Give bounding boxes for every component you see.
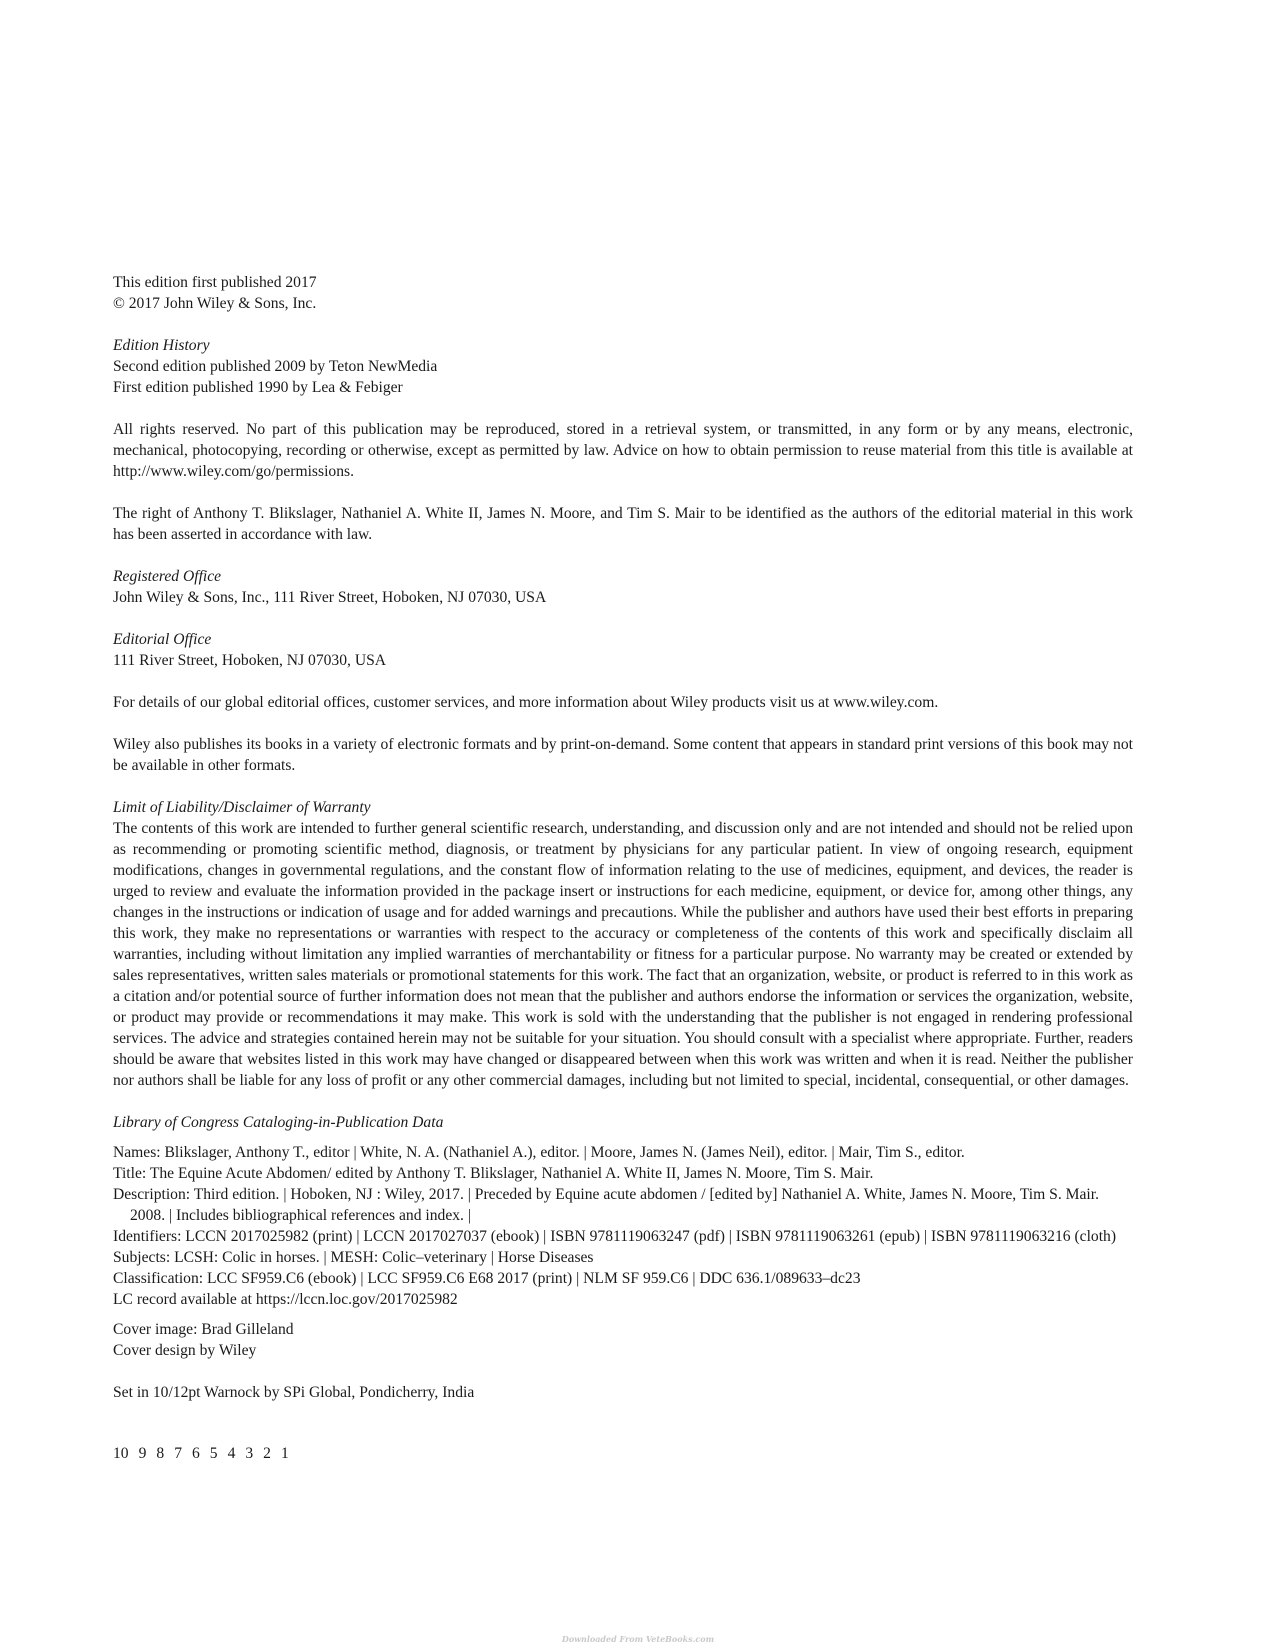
cip-entries bbox=[113, 1142, 1133, 1310]
copyright-line: © 2017 John Wiley & Sons, Inc. bbox=[113, 295, 317, 312]
cip-subjects: Subjects: LCSH: Colic in horses. | MESH: Colic–veterinary | Horse Diseases bbox=[113, 1249, 594, 1266]
cip-description: Description: Third edition. | Hoboken, NJ : Wiley, 2017. | Preceded by Equine acute abdomen / [edited by] Nathaniel A. White, James N. Moore, Tim S. Mair. 2008. | Includes bibliographical references and index. | bbox=[113, 1186, 1099, 1224]
first-published-line: This edition first published 2017 bbox=[113, 274, 317, 291]
cip-identifiers: Identifiers: LCCN 2017025982 (print) | LCCN 2017027037 (ebook) | ISBN 9781119063247 (pdf) | ISBN 9781119063261 (epub) | ISBN 9781119063216 (cloth) bbox=[113, 1228, 1117, 1245]
cover-credits-block bbox=[113, 1319, 1133, 1361]
editorial-office-block bbox=[113, 629, 1133, 671]
first-edition-line: First edition published 1990 by Lea & Febiger bbox=[113, 379, 403, 396]
global-offices-block bbox=[113, 692, 1133, 713]
registered-office-heading: Registered Office bbox=[113, 568, 222, 585]
edition-history-block bbox=[113, 335, 1133, 398]
printing-number: 2 bbox=[263, 1445, 271, 1462]
registered-office-block bbox=[113, 566, 1133, 608]
copyright-block bbox=[113, 272, 1133, 314]
printing-number: 3 bbox=[245, 1445, 254, 1462]
printing-number: 8 bbox=[156, 1445, 165, 1462]
cip-names: Names: Blikslager, Anthony T., editor | White, N. A. (Nathaniel A.), editor. | Moore, James N. (James Neil), editor. | Mair, Tim S., editor. bbox=[113, 1144, 965, 1161]
cip-block bbox=[113, 1112, 1133, 1310]
download-watermark: Downloaded From VeteBooks.com bbox=[561, 1634, 715, 1644]
authors-right-block bbox=[113, 503, 1133, 545]
printing-number: 10 bbox=[113, 1445, 129, 1462]
formats-block bbox=[113, 734, 1133, 776]
printing-number: 6 bbox=[191, 1445, 200, 1462]
cover-image-credit: Cover image: Brad Gilleland bbox=[113, 1321, 294, 1338]
liability-block bbox=[113, 797, 1133, 1091]
rights-block bbox=[113, 419, 1133, 482]
printing-line bbox=[113, 1443, 1133, 1464]
printing-number: 5 bbox=[209, 1445, 218, 1462]
printing-number: 7 bbox=[174, 1445, 182, 1462]
second-edition-line: Second edition published 2009 by Teton NewMedia bbox=[113, 358, 438, 375]
copyright-page bbox=[113, 272, 1133, 1464]
registered-office-address: John Wiley & Sons, Inc., 111 River Street, Hoboken, NJ 07030, USA bbox=[113, 589, 547, 606]
cip-heading: Library of Congress Cataloging-in-Publication Data bbox=[113, 1114, 444, 1131]
liability-heading: Limit of Liability/Disclaimer of Warranty bbox=[113, 799, 371, 816]
printing-number: 1 bbox=[280, 1445, 289, 1462]
cover-design-credit: Cover design by Wiley bbox=[113, 1342, 257, 1359]
global-offices-paragraph: For details of our global editorial offices, customer services, and more information about Wiley products visit us at www.wiley.com. bbox=[113, 694, 939, 711]
formats-paragraph: Wiley also publishes its books in a variety of electronic formats and by print-on-demand. Some content that appears in standard print versions of this book may not be available in other formats. bbox=[113, 736, 1133, 774]
printing-number: 9 bbox=[138, 1445, 147, 1462]
edition-history-heading: Edition History bbox=[113, 337, 210, 354]
typeset-block bbox=[113, 1382, 1133, 1403]
authors-right-paragraph: The right of Anthony T. Blikslager, Nathaniel A. White II, James N. Moore, and Tim S. Mair to be identified as the authors of the editorial material in this work has been asserted in accordance with law. bbox=[113, 505, 1133, 543]
rights-paragraph: All rights reserved. No part of this publication may be reproduced, stored in a retrieval system, or transmitted, in any form or by any means, electronic, mechanical, photocopying, recording or otherwise, except as permitted by law. Advice on how to obtain permission to reuse material from this title is available at http://www.wiley.com/go/permissions. bbox=[113, 421, 1133, 480]
cip-classification: Classification: LCC SF959.C6 (ebook) | LCC SF959.C6 E68 2017 (print) | NLM SF 959.C6 | DDC 636.1/089633–dc23 bbox=[113, 1270, 861, 1287]
liability-paragraph: The contents of this work are intended to further general scientific research, understanding, and discussion only and are not intended and should not be relied upon as recommending or promoting scientific method, diagnosis, or treatment by physicians for any particular patient. In view of ongoing research, equipment modifications, changes in governmental regulations, and the constant flow of information relating to the use of medicines, equipment, and devices, the reader is urged to review and evaluate the information provided in the package insert or instructions for each medicine, equipment, or device for, among other things, any changes in the instructions or indication of usage and for added warnings and precautions. While the publisher and authors have used their best efforts in preparing this work, they make no representations or warranties with respect to the accuracy or completeness of the contents of this work and specifically disclaim all warranties, including without limitation any implied warranties of merchantability or fitness for a particular purpose. No warranty may be created or extended by sales representatives, written sales materials or promotional statements for this work. The fact that an organization, website, or product is referred to in this work as a citation and/or potential source of further information does not mean that the publisher and authors endorse the information or services the organization, website, or product may provide or recommendations it may make. This work is sold with the understanding that the publisher is not engaged in rendering professional services. The advice and strategies contained herein may not be suitable for your situation. You should consult with a specialist where appropriate. Further, readers should be aware that websites listed in this work may have changed or disappeared between when this work was written and when it is read. Neither the publisher nor authors shall be liable for any loss of profit or any other commercial damages, including but not limited to special, incidental, consequential, or other damages. bbox=[113, 820, 1133, 1089]
cip-lc-record: LC record available at https://lccn.loc.gov/2017025982 bbox=[113, 1291, 458, 1308]
editorial-office-heading: Editorial Office bbox=[113, 631, 212, 648]
editorial-office-address: 111 River Street, Hoboken, NJ 07030, USA bbox=[113, 652, 387, 669]
cip-title: Title: The Equine Acute Abdomen/ edited by Anthony T. Blikslager, Nathaniel A. White II, James N. Moore, Tim S. Mair. bbox=[113, 1165, 874, 1182]
typeset-line: Set in 10/12pt Warnock by SPi Global, Pondicherry, India bbox=[113, 1384, 475, 1401]
printing-number: 4 bbox=[227, 1445, 236, 1462]
